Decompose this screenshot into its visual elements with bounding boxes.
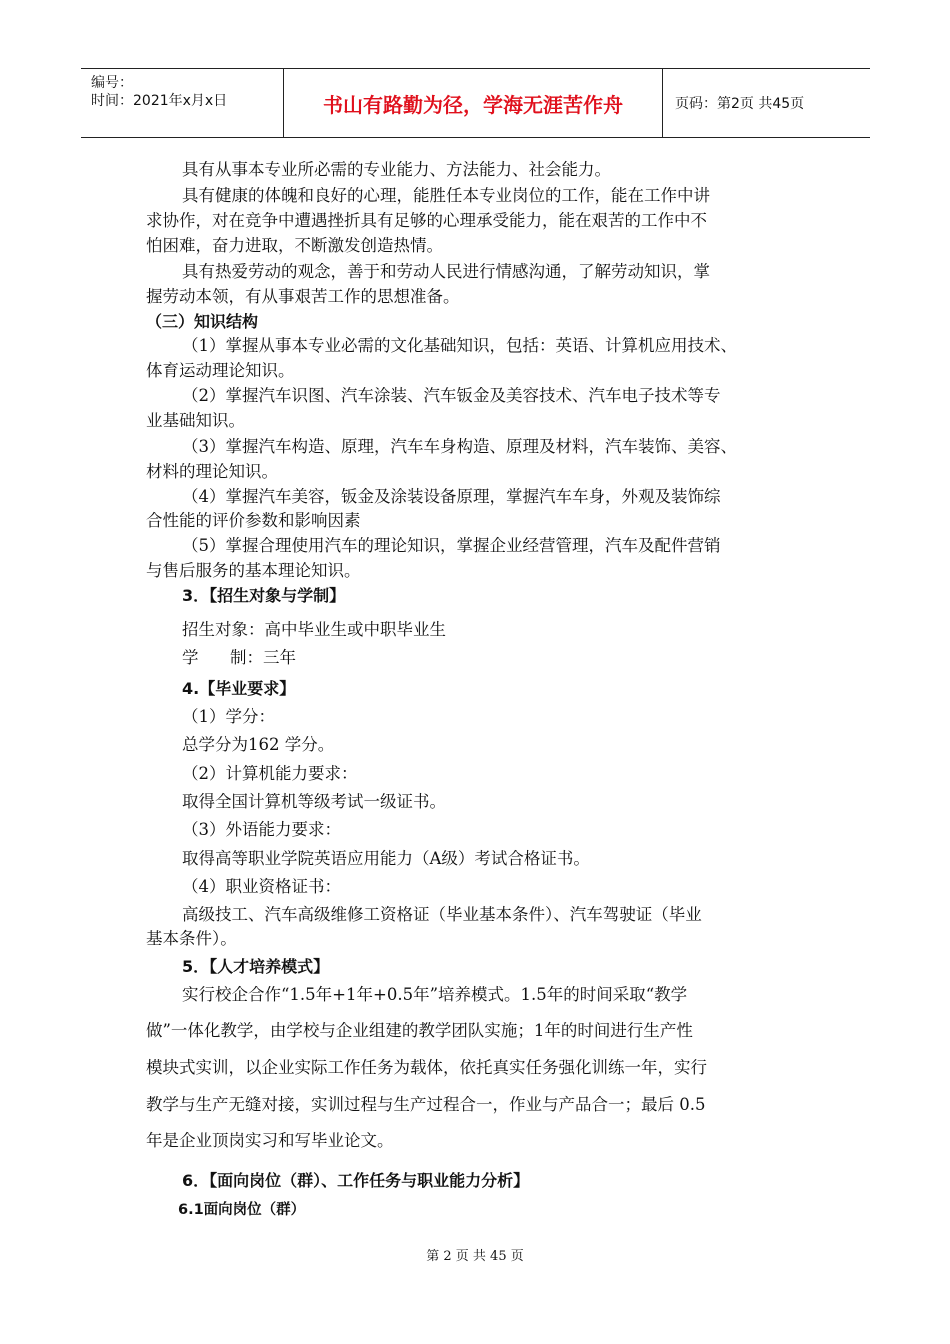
paragraph-line: 业基础知识。: [146, 411, 245, 430]
document-header: [81, 68, 870, 138]
paragraph-line: 握劳动本领，有从事艰苦工作的思想准备。: [146, 287, 460, 306]
section-heading: 6．【面向岗位（群）、工作任务与职业能力分析】: [182, 1171, 530, 1190]
paragraph-line: 怕困难，奋力进取，不断激发创造热情。: [146, 236, 443, 255]
paragraph-line: 取得高等职业学院英语应用能力（A级）考试合格证书。: [182, 849, 590, 868]
paragraph-line: 学 制：三年: [182, 648, 296, 667]
time-label: 时间：2021年x月x日: [91, 93, 228, 109]
paragraph-line: 求协作，对在竞争中遭遇挫折具有足够的心理承受能力，能在艰苦的工作中不: [146, 211, 707, 230]
paragraph-line: 材料的理论知识。: [146, 462, 278, 481]
paragraph-line: 实行校企合作“1.5年+1年+0.5年”培养模式。1.5年的时间采取“教学: [182, 985, 688, 1004]
paragraph-line: （2）计算机能力要求：: [182, 764, 358, 783]
paragraph-line: （1）学分：: [182, 707, 275, 726]
section-heading: 3．【招生对象与学制】: [182, 586, 346, 605]
paragraph-line: （4）职业资格证书：: [182, 877, 341, 896]
paragraph-line: 取得全国计算机等级考试一级证书。: [182, 792, 446, 811]
section-heading: 4.【毕业要求】: [182, 679, 296, 698]
section-heading: （三）知识结构: [146, 312, 259, 331]
paragraph-line: 具有热爱劳动的观念，善于和劳动人民进行情感沟通，了解劳动知识，掌: [182, 262, 710, 281]
paragraph-line: 合性能的评价参数和影响因素: [146, 511, 361, 530]
paragraph-line: （3）掌握汽车构造、原理，汽车车身构造、原理及材料，汽车装饰、美容、: [182, 437, 737, 456]
section-heading: 5．【人才培养模式】: [182, 957, 330, 976]
paragraph-line: 做”一体化教学，由学校与企业组建的教学团队实施；1年的时间进行生产性: [146, 1021, 693, 1040]
paragraph-line: 模块式实训，以企业实际工作任务为载体，依托真实任务强化训练一年，实行: [146, 1058, 707, 1077]
header-page-info: 页码：第2页 共45页: [675, 96, 805, 112]
paragraph-line: （2）掌握汽车识图、汽车涂装、汽车钣金及美容技术、汽车电子技术等专: [182, 386, 721, 405]
subsection-heading: 6.1面向岗位（群）: [178, 1202, 306, 1218]
paragraph-line: 教学与生产无缝对接，实训过程与生产过程合一，作业与产品合一；最后 0.5: [146, 1095, 706, 1114]
paragraph-line: （3）外语能力要求：: [182, 820, 341, 839]
paragraph-line: （5）掌握合理使用汽车的理论知识，掌握企业经营管理，汽车及配件营销: [182, 536, 721, 555]
header-motto: 书山有路勤为径，学海无涯苦作舟: [323, 92, 623, 117]
page-footer: 第 2 页 共 45 页: [426, 1249, 524, 1264]
paragraph-line: 具有健康的体魄和良好的心理，能胜任本专业岗位的工作，能在工作中讲: [182, 186, 710, 205]
paragraph-line: 具有从事本专业所必需的专业能力、方法能力、社会能力。: [182, 160, 611, 179]
paragraph-line: 总学分为162 学分。: [182, 735, 335, 754]
paragraph-line: 体育运动理论知识。: [146, 361, 295, 380]
paragraph-line: 年是企业顶岗实习和写毕业论文。: [146, 1131, 394, 1150]
number-label: 编号：: [91, 75, 133, 91]
header-meta-cell: [81, 69, 283, 137]
paragraph-line: 基本条件）。: [146, 929, 237, 948]
paragraph-line: 与售后服务的基本理论知识。: [146, 561, 361, 580]
paragraph-line: （4）掌握汽车美容，钣金及涂装设备原理，掌握汽车车身，外观及装饰综: [182, 487, 721, 506]
paragraph-line: 高级技工、汽车高级维修工资格证（毕业基本条件）、汽车驾驶证（毕业: [182, 905, 702, 924]
paragraph-line: 招生对象：高中毕业生或中职毕业生: [182, 620, 446, 639]
paragraph-line: （1）掌握从事本专业必需的文化基础知识，包括：英语、计算机应用技术、: [182, 336, 737, 355]
